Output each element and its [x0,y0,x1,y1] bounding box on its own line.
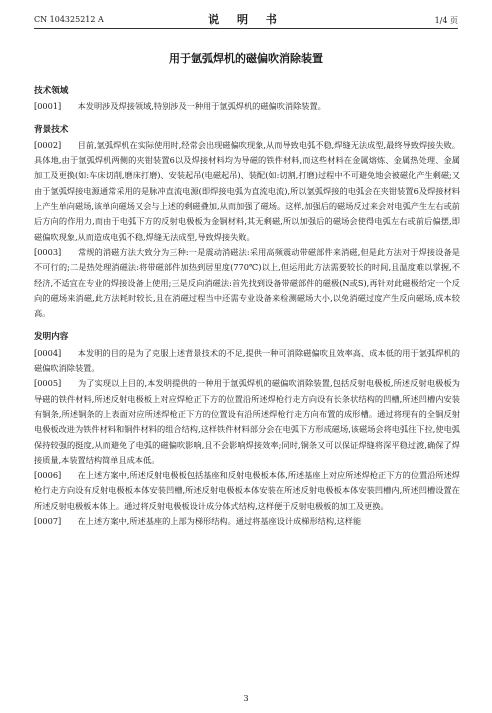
document-body [34,84,460,529]
paragraph-0002: [0002] 目前,氩弧焊机在实际使用时,经常会出现磁偏吹现象,从而导致电弧不稳,焊缝无法成型,最终导致焊接失败。具体地,由于氩弧焊机两侧的夹钳装置6以及焊接材料均为导磁的铁件材料,而这些材料在金属熔炼、金属热处理、金属加工及更换(如:车床切削,磨床打磨)、安装起吊(电磁起吊)、装配(如:切割,打磨)过程中不可避免地会被磁化产生剩磁;又由于氩弧焊接电源通常采用的是脉冲直流电源(即焊接电弧为直流电流),所以氩弧焊接的电弧会在夹钳装置6及焊接材料上产生单向磁场,该单向磁场又会与上述的剩磁叠加,从而加强了磁场。这样,加强后的磁场反过来会对电弧产生左右或前后方向的作用力,而由于电弧下方的反射电极板为金铜材料,其无剩磁,所以加强后的磁场会使得电弧左右或前后偏摆,即磁偏吹现象,从而造成电弧不稳,焊缝无法成型,导致焊接失败。 [34,139,460,242]
page-number: 3 [243,694,249,703]
paragraph-0004: [0004] 本发明的目的是为了克服上述背景技术的不足,提供一种可消除磁偏吹且效率高、成本低的用于氩弧焊机的磁偏吹消除装置。 [34,347,460,374]
section-heading-background: 背景技术 [34,124,69,135]
paragraph-0003: [0003] 常规的消磁方法大致分为三种:一是震动消磁法:采用高频震动带磁部件来消磁,但是此方法对于焊接设备是不可行的;二是热处理消磁法:将带磁部件加热到居里度(770℃)以上,但运用此方法需要较长的时间,且温度难以掌握,不经济,不适宜在专业的焊接设备上使用;三是反向消磁法:首先找到设备带磁部件的磁极(N或S),再针对此磁极给定一个反向的磁场来消磁,此方法耗时较长,且在消磁过程当中还需专业设备来检测磁场大小,以免消磁过度产生反向磁场,成本较高。 [34,246,460,319]
page-header [34,11,458,27]
paragraph-0007: [0007] 在上述方案中,所述基座的上部为梯形结构。通过将基座设计成梯形结构,这样能 [34,516,362,527]
page-indicator: 1/4 页 [434,16,458,25]
section-heading-tech-field: 技术领域 [34,86,69,96]
paragraph-0001: [0001] 本发明涉及焊接领域,特别涉及一种用于氩弧焊机的磁偏吹消除装置。 [34,101,326,112]
header-rule [34,28,458,29]
patent-number: CN 104325212 A [34,15,104,24]
document-title: 用于氩弧焊机的磁偏吹消除装置 [169,52,323,65]
paragraph-0006: [0006] 在上述方案中,所述反射电极板包括基座和反射电极板本体,所述基座上对应所述焊枪正下方的位置沿所述焊枪行走方向设有反射电极板本体安装凹槽,所述反射电极板本体安装在所述反射电极板本体安装凹槽内,所述凹槽设置在所述反射电极板本体上。通过将反射电极板设计成分体式结构,这样便于反射电极板的加工及更换。 [34,470,460,511]
section-heading-invention: 发明内容 [34,332,69,343]
paragraph-0005: [0005] 为了实现以上目的,本发明提供的一种用于氩弧焊机的磁偏吹消除装置,包括反射电极板,所述反射电极板为导磁的铁件材料,所述反射电极板上对应焊枪正下方的位置沿所述焊枪行走方向设有长条状结构的凹槽,所述凹槽内安装有铜条,所述铜条的上表面对应所述焊枪正下方的位置设有沿所述焊枪行走方向布置的成形槽。通过将现有的全铜反射电极板改进为铁件材料和铜件材料的组合结构,这样铁件材料部分会在电弧下方形成磁场,该磁场会将电弧往下拉,使电弧保持较强的挺度,从而避免了电弧的磁偏吹影响,且不会影响焊接效率;同时,铜条又可以保证焊缝将深平稳过渡,确保了焊接质量,本装置结构简单且成本低。 [34,378,460,465]
document-type: 说 明 书 [208,13,284,26]
